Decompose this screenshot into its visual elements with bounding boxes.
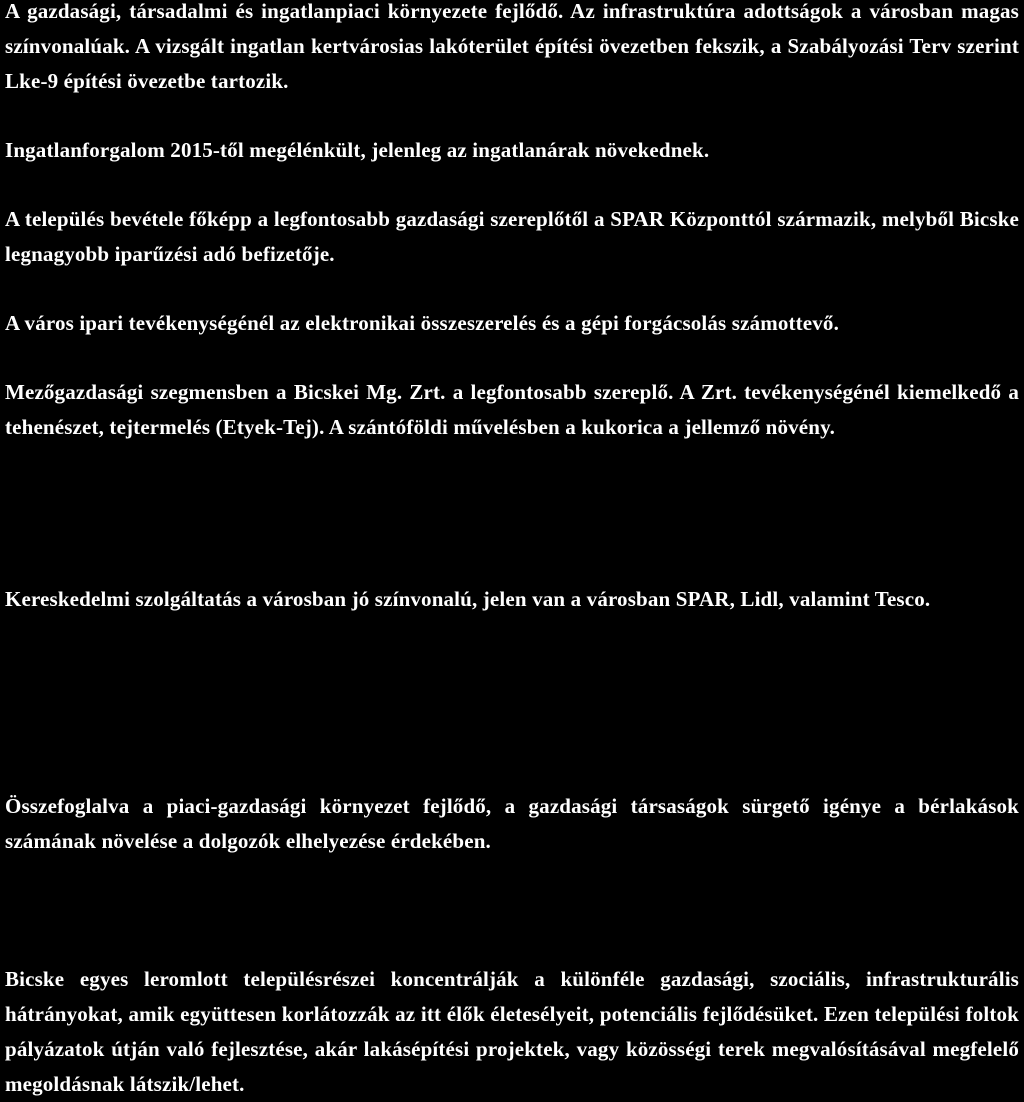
paragraph-retail-services: Kereskedelmi szolgáltatás a városban jó színvonalú, jelen van a városban SPAR, Lidl, valamint Tesco.: [5, 587, 931, 611]
paragraph-summary: Összefoglalva a piaci-gazdasági környezet fejlődő, a gazdasági társaságok sürgető igénye a bérlakások számának növelése a dolgozók elhelyezése érdekében.: [5, 794, 1019, 853]
paragraph-deprived-areas: Bicske egyes leromlott településrészei koncentrálják a különféle gazdasági, szociális, infrastrukturális hátrányokat, amik együttesen korlátozzák az itt élők életesélyeit, potenciális fejlődésüket. Ezen települési foltok pályázatok útján való fejlesztése, akár lakásépítési projektek, vagy közösségi terek megvalósításával megfelelő megoldásnak látszik/lehet.: [5, 967, 1019, 1096]
paragraph-economic-environment: A gazdasági, társadalmi és ingatlanpiaci környezete fejlődő. Az infrastruktúra adottságok a városban magas színvonalúak. A vizsgált ingatlan kertvárosias lakóterület építési övezetben fekszik, a Szabályozási Terv szerint Lke-9 építési övezetbe tartozik.: [5, 0, 1019, 93]
paragraph-agriculture: Mezőgazdasági szegmensben a Bicskei Mg. Zrt. a legfontosabb szereplő. A Zrt. tevékenységénél kiemelkedő a tehenészet, tejtermelés (Etyek-Tej). A szántóföldi művelésben a kukorica a jellemző növény.: [5, 380, 1019, 439]
paragraph-property-market: Ingatlanforgalom 2015-től megélénkült, jelenleg az ingatlanárak növekednek.: [5, 138, 710, 162]
paragraph-industrial-activity: A város ipari tevékenységénél az elektronikai összeszerelés és a gépi forgácsolás számottevő.: [5, 311, 839, 335]
paragraph-municipal-revenue: A település bevétele főképp a legfontosabb gazdasági szereplőtől a SPAR Központtól származik, melyből Bicske legnagyobb iparűzési adó befizetője.: [5, 207, 1019, 266]
